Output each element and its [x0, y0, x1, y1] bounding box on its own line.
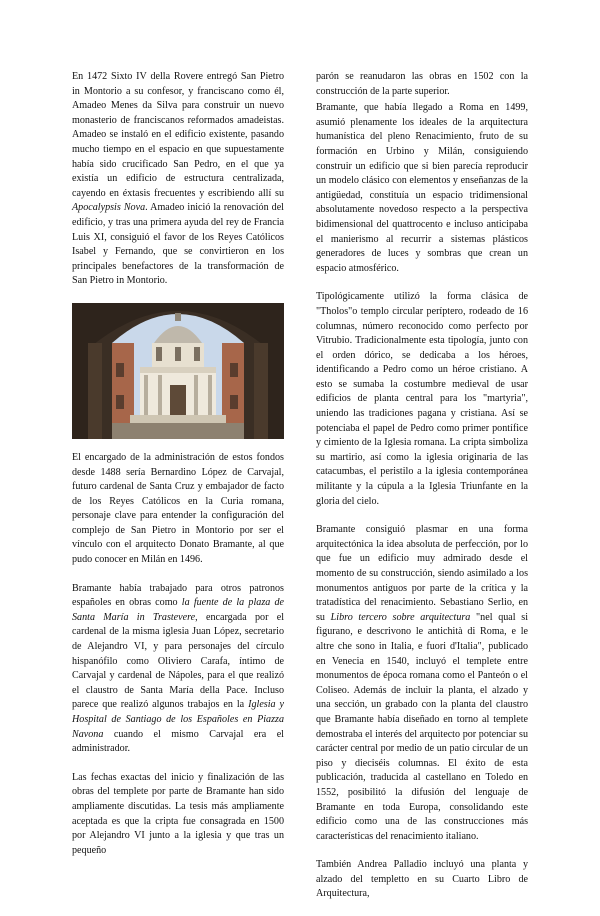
paragraph-text: , encargada por el cardenal de la misma iglesia Juan López, secretario de Alejandro VI, y para personajes del círculo hispanófilo como Oliviero Carafa, íntimo de Carvajal y cardenal de Nápoles, para el que realizó el claustro de Santa María della Pace. Incluso parece que realizó algunos trabajos en la: [72, 611, 284, 711]
paragraph-carvajal: El encargado de la administración de estos fondos desde 1488 sería Bernardino López de Carvajal, futuro cardenal de Santa Cruz y embajador de facto de los Reyes Católicos en la Curia romana, personaje clave para entender la configuración del complejo de San Pietro in Montorio por ser el vínculo con el arquitecto Donato Bramante, al que pudo conocer en Milán en 1496.: [72, 451, 284, 566]
paragraph-fechas: Las fechas exactas del inicio y finalización de las obras del templete por parte de Bramante han sido ampliamente discutidas. La tesis más ampliamente aceptada es que la cripta fue consagrada en 1500 por Alejandro VI junto a la iglesia y que tras un pequeño: [72, 771, 284, 856]
paragraph-text: Bramante consiguió plasmar en una forma arquitectónica la idea absoluta de perfección, por lo que fue un edificio muy admirado desde el momento de su construcción, siendo asimilado a los monumentos antiguos por parte de la crítica y la tratadística del renacimiento. Sebastiano Serlio, en su: [316, 524, 528, 623]
paragraph-bramante-patronos: [72, 582, 284, 757]
paragraph-text: En 1472 Sixto IV della Rovere entregó San Pietro in Montorio a su confesor, y franciscano como él, Amadeo Menes da Silva para construir un nuevo monasterio de franciscanos reformados amadeistas. Amadeo se instaló en el edificio existente, pasando mucho tiempo en el espacio en que supuestamente había sido crucificado San Pedro, en el que ya existía un edificio de estructura centralizada, cayendo en éxtasis frecuentes y escribiendo allí su: [72, 71, 284, 199]
paragraph-tholos: Tipológicamente utilizó la forma clásica de "Tholos"o templo circular períptero, rodeado de 16 columnas, número reconocido como perfecto por Vitrubio. Tradicionalmente esta tipología, junto con el orden dórico, se dedicaba a los héroes, identificando a Pedro como un héroe cristiano. A esto se sumaba la costumbre medieval de usar edificios de planta central para los "martyria", uniendo las tradiciones pagana y cristiana. Así se potenciaba el papel de Pedro como primer pontífice y cimiento de la Iglesia romana. La cripta simboliza su martirio, así como la iglesia originaria de las catacumbas, el peristilo a la iglesia contemporánea militante y la cúpula a la Iglesia Triunfante en la gloria del cielo.: [316, 291, 528, 507]
italic-title: Libro tercero sobre arquitectura: [330, 611, 471, 623]
italic-title: Iglesia y Hospital de Santiago de los Españoles en Piazza Navona: [72, 699, 285, 740]
left-column: [72, 70, 284, 872]
paragraph-palladio: También Andrea Palladio incluyó una planta y alzado del templetto en su Cuarto Libro de Arquitectura,: [316, 859, 528, 900]
paragraph-paron: parón se reanudaron las obras en 1502 con la construcción de la parte superior.: [316, 71, 528, 97]
paragraph-text: . Amadeo inició la renovación del edificio, y tras una primera ayuda del rey de Francia Luis XI, consiguió el favor de los Reyes Católicos Isabel y Fernando, que se convirtieron en los principales benefactores de la transformación de San Pietro in Montorio.: [72, 202, 284, 287]
italic-title: la fuente de la plaza de Santa María in Trastevere: [72, 597, 284, 623]
paragraph-sixto: [72, 70, 284, 289]
paragraph-perfeccion: [316, 523, 528, 844]
paragraph-text: Bramante había trabajado para otros patronos españoles en obras como: [72, 582, 284, 609]
right-column: [316, 70, 528, 916]
italic-title: Apocalypsis Nova: [72, 202, 146, 214]
tempietto-photo: [72, 303, 284, 439]
paragraph-text: "nel qual si figurano, e descrivono le antichità di Roma, e le altre che sono in Italia, e fuori d'Italia", publicado en Venecia en 1540, incluyó el templete entre monumentos de época romana como el Panteón o el Coliseo. Además de incluir la planta, el alzado y una sección, un grabado con la planta del claustro que Bramante había diseñado en torno al templete demostraba el interés del arquitecto por potenciar su carácter central por medio de un patio circular de un piso y dieciséis columnas. El éxito de esta publicación, traducida al castellano en Toledo en 1552, posibilitó la difusión del lenguaje de Bramante en toda Europa, consolidando este edificio como una de las construcciones más características del renacimiento italiano.: [316, 611, 528, 842]
paragraph-text: cuando el mismo Carvajal era el administrador.: [72, 728, 284, 755]
paragraph-ideales: Bramante, que había llegado a Roma en 1499, asumió plenamente los ideales de la arquitectura humanística del pleno Renacimiento, fruto de su formación en Urbino y Milán, consiguiendo construir un edificio que si bien parecía reproducir un modelo clásico con elementos y enseñanzas de la antigüedad, constituía un espacio tridimensional absolutamente novedoso respecto a la perspectiva bidimensional del quattrocento e incluso anticipaba el manierismo al recurrir a sistemas plásticos generadores de luces y sombras que crean un espacio atmosférico.: [316, 102, 528, 274]
